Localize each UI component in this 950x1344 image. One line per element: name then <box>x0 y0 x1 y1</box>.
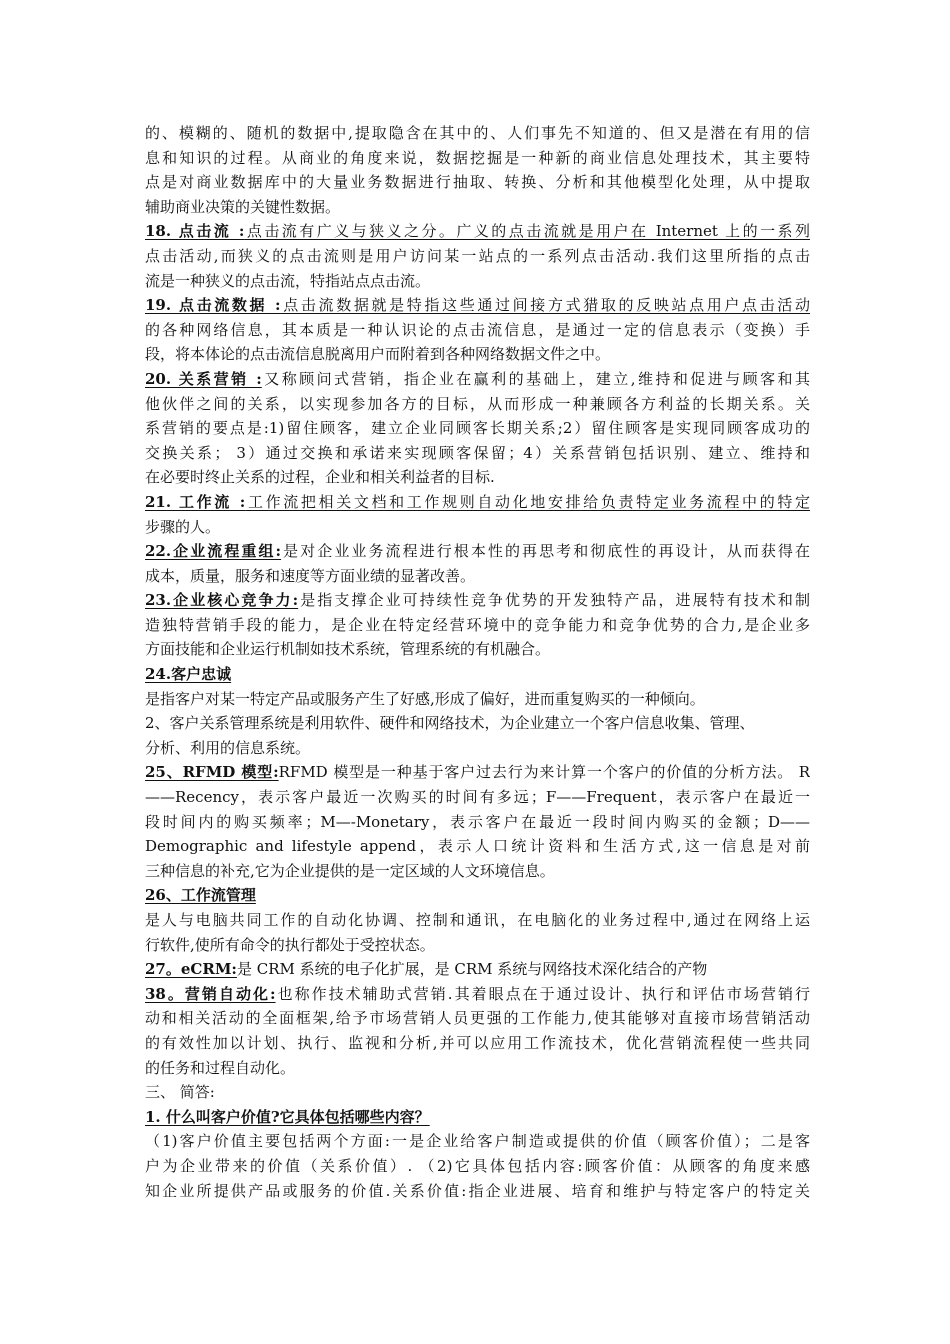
body-text: 他伙伴之间的关系，以实现参加各方的目标，从而形成一种兼顾各方利益的长期关系。关 <box>145 394 810 413</box>
term-heading: 25、RFMD 模型: <box>145 763 279 782</box>
text-line <box>145 195 810 220</box>
body-text: 段时间内的购买频率；M—-Monetary，表示客户在最近一段时间内购买的金额；D—— <box>145 812 810 831</box>
body-text: 点是对商业数据库中的大量业务数据进行抽取、转换、分析和其他模型化处理，从中提取 <box>145 173 810 192</box>
term-heading: 1. 什么叫客户价值?它具体包括哪些内容？ <box>145 1107 430 1126</box>
text-line <box>145 564 810 589</box>
text-line <box>145 515 810 540</box>
body-text: 步骤的人。 <box>145 517 221 536</box>
text-line <box>145 933 810 958</box>
text-line <box>145 810 810 835</box>
body-text: 三、 简答: <box>145 1083 215 1102</box>
text-line <box>145 687 810 712</box>
term-heading: 24.客户忠诚 <box>145 665 232 684</box>
body-text: 也称作技术辅助式营销.其着眼点在于通过设计、执行和评估市场营销行 <box>275 984 810 1003</box>
text-line <box>145 957 810 982</box>
body-text: ——Recency，表示客户最近一次购买的时间有多远；F——Frequent，表示客户在最近一 <box>145 788 810 807</box>
body-text: 的有效性加以计划、执行、监视和分析,并可以应用工作流技术，优化营销流程使一些共同 <box>145 1033 810 1052</box>
body-text: 动和相关活动的全面框架,给予市场营销人员更强的工作能力,使其能够对直接市场营销活动 <box>145 1009 810 1028</box>
body-text: 交换关系； 3）通过交换和承诺来实现顾客保留；4）关系营销包括识别、建立、维持和 <box>145 443 810 462</box>
body-text: 辅助商业决策的关键性数据。 <box>145 197 341 216</box>
text-line <box>145 588 810 613</box>
text-line <box>145 1179 810 1204</box>
text-line <box>145 269 810 294</box>
term-heading: 23.企业核心竞争力: <box>145 591 299 610</box>
text-line <box>145 441 810 466</box>
body-text: 是指客户对某一特定产品或服务产生了好感,形成了偏好，进而重复购买的一种倾向。 <box>145 689 705 708</box>
text-line <box>145 859 810 884</box>
term-heading: 20. 关系营销 : <box>145 369 262 388</box>
term-heading: 38。营销自动化: <box>145 984 276 1003</box>
text-line <box>145 637 810 662</box>
text-line <box>145 883 810 908</box>
body-text: 造独特营销手段的能力，是企业在特定经营环境中的竞争能力和竞争优势的合力,是企业多 <box>145 615 810 634</box>
text-line <box>145 490 810 515</box>
body-text: 是指支撑企业可持续性竞争优势的开发独特产品，进展特有技术和制 <box>298 591 810 610</box>
text-line <box>145 982 810 1007</box>
body-text: 方面技能和企业运行机制如技术系统，管理系统的有机融合。 <box>145 640 551 659</box>
text-line <box>145 736 810 761</box>
text-line <box>145 170 810 195</box>
text-line <box>145 834 810 859</box>
text-line <box>145 146 810 171</box>
underlined-text: 工作流把相关文档和工作规则自动化地安排给负责特定业务流程中的特定 <box>245 492 810 511</box>
body-text: 行软件,使所有命令的执行都处于受控状态。 <box>145 935 435 954</box>
body-text: 2、客户关系管理系统是利用软件、硬件和网络技术，为企业建立一个客户信息收集、管理、 <box>145 714 755 733</box>
text-line <box>145 1154 810 1179</box>
text-line <box>145 711 810 736</box>
text-line <box>145 1006 810 1031</box>
body-text: 分析、利用的信息系统。 <box>145 738 311 757</box>
text-line <box>145 662 810 687</box>
body-text: 在必要时终止关系的过程，企业和相关利益者的目标. <box>145 468 495 487</box>
text-line <box>145 121 810 146</box>
document-body <box>145 121 810 1203</box>
term-heading: 21. 工作流 : <box>145 492 246 511</box>
text-line <box>145 1105 810 1130</box>
body-text: 知企业所提供产品或服务的价值.关系价值:指企业进展、培育和维护与特定客户的特定关 <box>145 1181 810 1200</box>
term-heading: 18. 点击流 : <box>145 222 245 241</box>
body-text: （1)客户价值主要包括两个方面:一是企业给客户制造或提供的价值（顾客价值）；二是客 <box>145 1132 810 1151</box>
text-line <box>145 1031 810 1056</box>
text-line <box>145 318 810 343</box>
text-line <box>145 219 810 244</box>
text-line <box>145 392 810 417</box>
text-line <box>145 1129 810 1154</box>
body-text: 户为企业带来的价值（关系价值）. （2)它具体包括内容:顾客价值：从顾客的角度来感 <box>145 1156 810 1175</box>
body-text: 的任务和过程自动化。 <box>145 1058 296 1077</box>
term-heading: 22.企业流程重组: <box>145 542 282 561</box>
text-line <box>145 613 810 638</box>
text-line <box>145 293 810 318</box>
body-text: 系营销的要点是:1)留住顾客，建立企业同顾客长期关系;2）留住顾客是实现同顾客成功的 <box>145 419 810 438</box>
body-text: 流是一种狭义的点击流，特指站点点击流。 <box>145 271 431 290</box>
body-text: RFMD 模型是一种基于客户过去行为来计算一个客户的价值的分析方法。 R <box>278 763 810 782</box>
term-heading: 19. 点击流数据 : <box>145 296 281 315</box>
body-text: 段，将本体论的点击流信息脱离用户而附着到各种网络数据文件之中。 <box>145 345 611 364</box>
text-line <box>145 465 810 490</box>
body-text: Demographic and lifestyle append，表示人口统计资料和生活方式,这一信息是对前 <box>145 837 810 856</box>
text-line <box>145 244 810 269</box>
text-line <box>145 367 810 392</box>
body-text: 的各种网络信息，其本质是一种认识论的点击流信息，是通过一定的信息表示（变换）手 <box>145 320 810 339</box>
text-line <box>145 908 810 933</box>
text-line <box>145 760 810 785</box>
text-line <box>145 539 810 564</box>
body-text: 是人与电脑共同工作的自动化协调、控制和通讯，在电脑化的业务过程中,通过在网络上运 <box>145 911 810 929</box>
body-text: 成本，质量，服务和速度等方面业绩的显著改善。 <box>145 566 476 585</box>
text-line <box>145 416 810 441</box>
text-line <box>145 1056 810 1081</box>
body-text: 三种信息的补充,它为企业提供的是一定区域的人文环境信息。 <box>145 861 555 880</box>
term-heading: 27。eCRM: <box>145 960 237 979</box>
body-text: 息和知识的过程。从商业的角度来说，数据挖掘是一种新的商业信息处理技术，其主要特 <box>145 148 810 167</box>
body-text: 的、模糊的、随机的数据中,提取隐含在其中的、人们事先不知道的、但又是潜在有用的信 <box>145 124 810 142</box>
text-line <box>145 1080 810 1105</box>
body-text: 是对企业业务流程进行根本性的再思考和彻底性的再设计，从而获得在 <box>281 542 810 561</box>
body-text: 点击活动,而狭义的点击流则是用户访问某一站点的一系列点击活动.我们这里所指的点击 <box>145 246 810 265</box>
underlined-text: 点击流数据就是特指这些通过间接方式猎取的反映站点用户点击活动 <box>280 296 810 315</box>
text-line <box>145 342 810 367</box>
text-line <box>145 785 810 810</box>
underlined-text: 点击流有广义与狭义之分。广义的点击流就是用户在 Internet 上的一系列 <box>244 222 810 241</box>
body-text: 是 CRM 系统的电子化扩展，是 CRM 系统与网络技术深化结合的产物 <box>236 960 708 979</box>
term-heading: 26、工作流管理 <box>145 886 256 905</box>
body-text: 又称顾问式营销，指企业在赢利的基础上，建立,维持和促进与顾客和其 <box>261 369 810 388</box>
